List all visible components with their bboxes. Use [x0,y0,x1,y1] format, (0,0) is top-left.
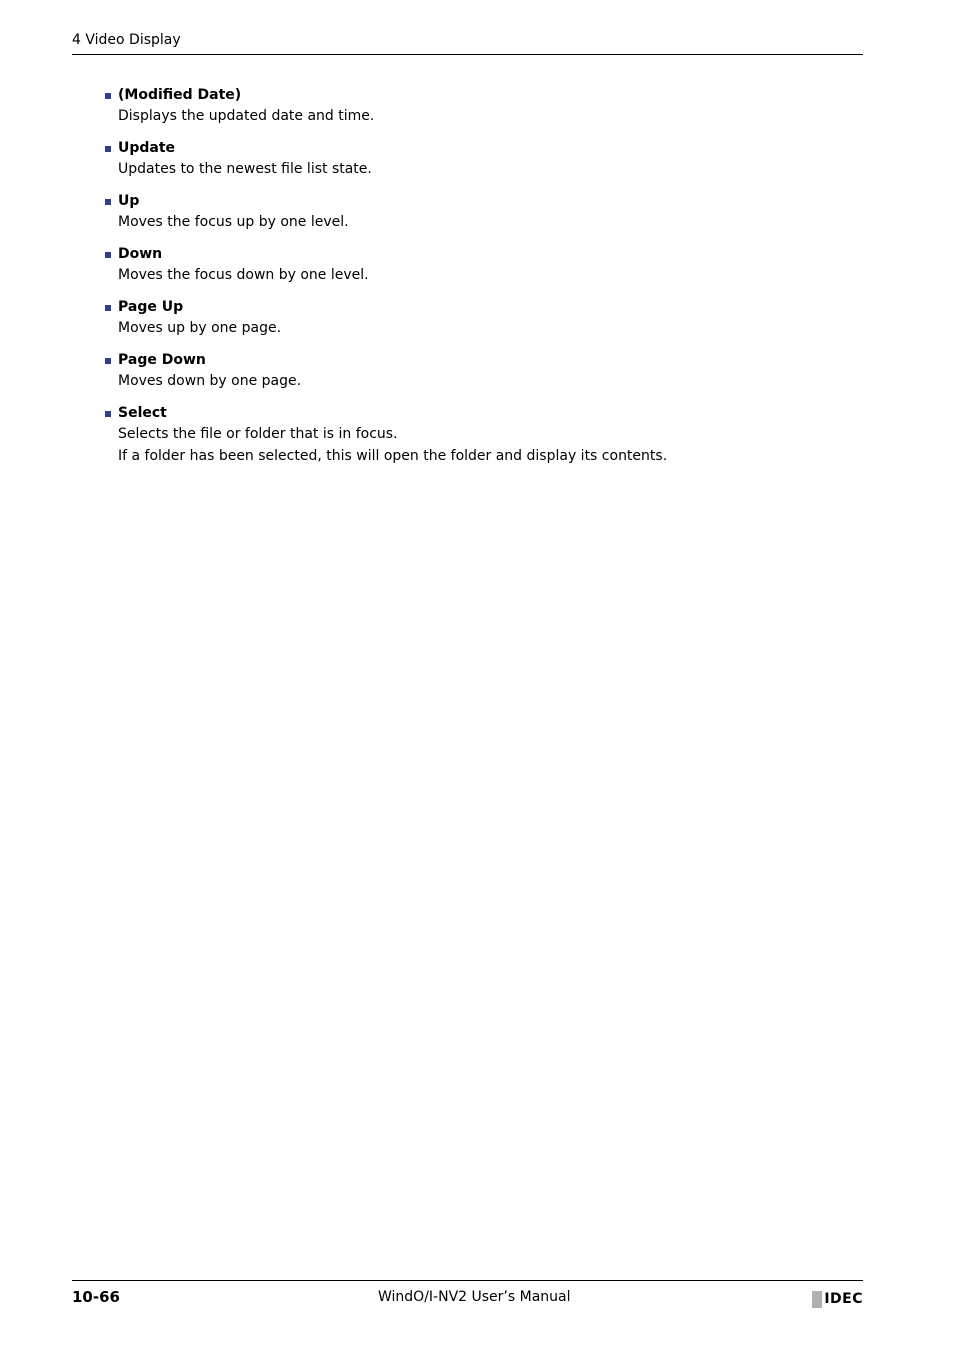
item-description: Moves the focus down by one level. [118,267,369,283]
page-footer [72,1280,863,1313]
content [104,86,824,479]
item-title: Page Up [118,299,184,315]
logo-text: IDEC [824,1291,863,1307]
square-bullet-icon [105,305,111,311]
item-description: Updates to the newest file list state. [118,161,372,177]
item-description: If a folder has been selected, this will open the folder and display its contents. [118,448,668,464]
square-bullet-icon [105,411,111,417]
square-bullet-icon [105,146,111,152]
list-item [104,139,824,180]
logo-bar-icon [812,1291,822,1308]
list-item [104,351,824,392]
square-bullet-icon [105,358,111,364]
item-title: Page Down [118,352,206,368]
list-item [104,404,824,467]
item-title: Down [118,246,163,262]
square-bullet-icon [105,252,111,258]
list-item [104,86,824,127]
item-title: Update [118,140,176,156]
item-title: Select [118,405,167,421]
list-item [104,298,824,339]
page-header [72,31,863,55]
item-description: Moves the focus up by one level. [118,214,349,230]
section-title: 4 Video Display [72,32,181,48]
idec-logo [812,1291,863,1308]
item-description: Selects the file or folder that is in focus. [118,426,398,442]
item-description: Displays the updated date and time. [118,108,375,124]
square-bullet-icon [105,93,111,99]
square-bullet-icon [105,199,111,205]
item-title: (Modified Date) [118,87,242,103]
page-number: 10-66 [72,1288,120,1306]
item-title: Up [118,193,140,209]
list-item [104,245,824,286]
list-item [104,192,824,233]
manual-title: WindO/I-NV2 User’s Manual [378,1289,571,1305]
item-description: Moves up by one page. [118,320,282,336]
item-description: Moves down by one page. [118,373,302,389]
